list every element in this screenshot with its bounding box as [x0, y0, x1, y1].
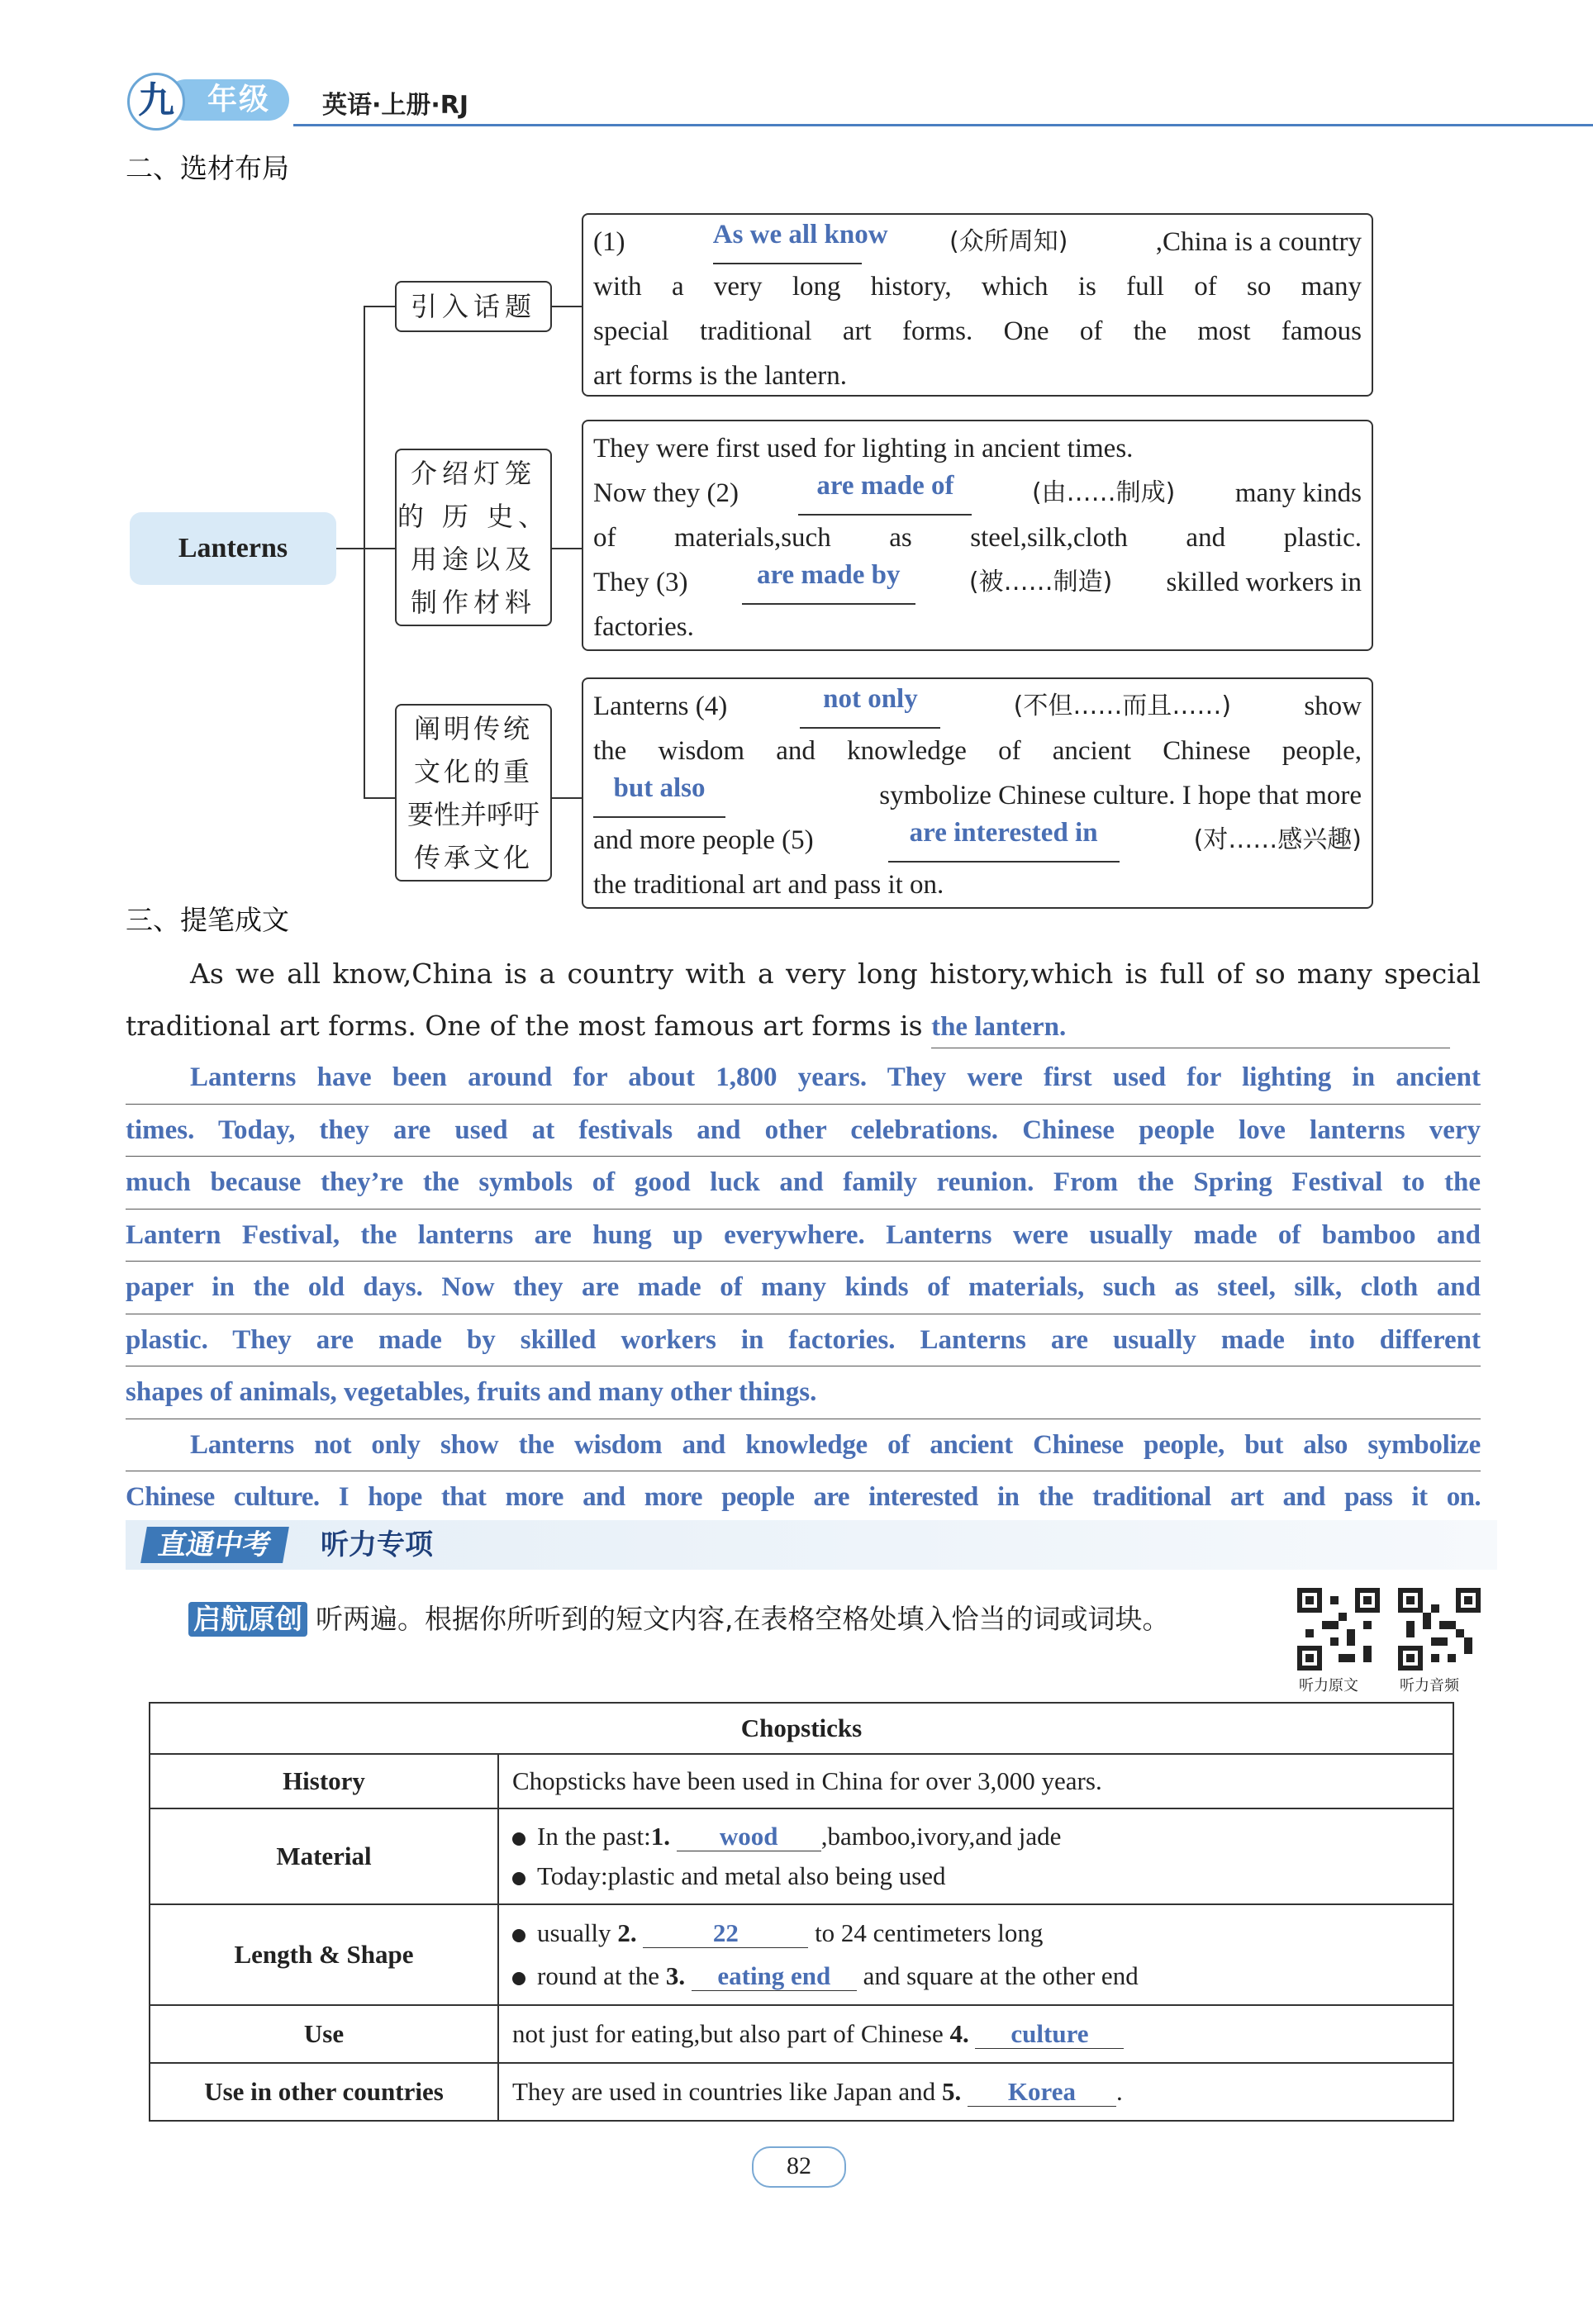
table-answer-4: culture — [975, 2020, 1124, 2049]
essay-text: traditional art forms. One of the most famous art forms is — [126, 1009, 923, 1042]
blank-number: 2. — [617, 1918, 637, 1947]
box-text: skilled workers in — [1166, 568, 1362, 597]
row-content: Chopsticks have been used in China for over 3,000 years. — [498, 1754, 1453, 1808]
row-content — [498, 1808, 1453, 1904]
table-answer-3: eating end — [692, 1962, 857, 1991]
essay-line: much because they’re the symbols of good luck and family reunion. From the Spring Festival to the — [126, 1157, 1481, 1210]
cell-text: ,bamboo,ivory,and jade — [820, 1822, 1062, 1851]
grade-badge — [116, 73, 306, 126]
content-box-intro — [582, 213, 1373, 397]
table-row — [150, 1703, 1453, 1754]
hint-5: (对……感兴趣) — [1193, 825, 1362, 854]
table-row — [150, 2063, 1453, 2121]
connector-box-1 — [552, 306, 582, 307]
row-content — [498, 2005, 1453, 2063]
answer-4b: but also — [593, 773, 725, 818]
content-box-history — [582, 420, 1373, 651]
box-text: ,China is a country — [1155, 227, 1362, 257]
essay-line: shapes of animals, vegetables, fruits and many other things. — [126, 1366, 1481, 1419]
connector-box-3 — [552, 797, 582, 799]
qr-code-audio-icon[interactable] — [1398, 1588, 1481, 1671]
branch-label-line: 制作材料 — [410, 587, 536, 618]
box-text: many kinds — [1234, 478, 1362, 508]
box-text: symbolize Chinese culture. I hope that more — [879, 781, 1362, 810]
box-text: art forms is the lantern. — [593, 361, 847, 391]
branch-label-topic — [395, 281, 552, 332]
branch-label-line: 要性并呼吁 — [407, 799, 540, 830]
qr-label-transcript: 听力原文 — [1299, 1677, 1358, 1694]
table-row — [150, 1904, 1453, 2005]
chopsticks-table — [149, 1702, 1454, 2122]
cell-text: Today:plastic and metal also being used — [537, 1861, 946, 1890]
box-text: and more people (5) — [593, 825, 814, 855]
essay-line: Lantern Festival, the lanterns are hung up everywhere. Lanterns were usually made of bamboo and — [126, 1210, 1481, 1262]
branch-label-line: 用途以及 — [410, 544, 536, 575]
answer-3: are made by — [742, 560, 915, 605]
box-text: They were first used for lighting in ancient times. — [593, 434, 1134, 463]
connector-center — [336, 548, 364, 549]
branch-label-line: 传承文化 — [413, 842, 533, 873]
section3-title: 三、提笔成文 — [126, 904, 289, 936]
table-title: Chopsticks — [150, 1703, 1453, 1754]
blank-number: 5. — [941, 2076, 962, 2106]
box-text: with a very long history, which is full of so many — [593, 272, 1362, 302]
answer-4: not only — [800, 684, 940, 729]
row-header: History — [150, 1754, 498, 1808]
subject-title: 英语·上册·RJ — [322, 91, 469, 120]
bullet-icon — [512, 1972, 525, 1985]
cell-text: not just for eating,but also part of Chinese — [512, 2018, 944, 2048]
branch-label-line: 阐明传统 — [413, 713, 533, 744]
instruction-tag: 启航原创 — [188, 1602, 307, 1637]
hint-1: (众所周知) — [949, 227, 1068, 256]
box-text: of materials,such as steel,silk,cloth and plastic. — [593, 523, 1362, 553]
qr-code-transcript-icon[interactable] — [1297, 1588, 1380, 1671]
cell-text: . — [1115, 2076, 1123, 2106]
cell-text: round at the — [537, 1961, 660, 1990]
answer-1: As we all know — [713, 220, 862, 264]
cell-text: They are used in countries like Japan and — [512, 2076, 936, 2106]
box-text: the wisdom and knowledge of ancient Chinese people, — [593, 736, 1362, 766]
box-text: Lanterns (4) — [593, 691, 728, 721]
box-text: factories. — [593, 612, 694, 642]
table-answer-5: Korea — [968, 2078, 1116, 2107]
branch-label-history — [395, 449, 552, 626]
bullet-icon — [512, 1872, 525, 1885]
box-text: the traditional art and pass it on. — [593, 870, 944, 900]
section2-title: 二、选材布局 — [126, 152, 289, 184]
banner-tag-listening: 听力专项 — [321, 1528, 433, 1561]
cell-text: In the past: — [537, 1822, 651, 1851]
table-row — [150, 1808, 1453, 1904]
branch-label-line: 介绍灯笼 — [410, 458, 536, 489]
blank-number: 1. — [650, 1822, 670, 1851]
box-text: special traditional art forms. One of the most famous — [593, 316, 1362, 346]
essay-line: times. Today, they are used at festivals and other celebrations. Chinese people love lanterns very — [126, 1105, 1481, 1157]
essay-line: Lanterns have been around for about 1,800 years. They were first used for lighting in ancient — [126, 1052, 1481, 1105]
listening-instruction — [188, 1594, 1296, 1644]
essay-line — [126, 1000, 1481, 1053]
connector-trunk — [364, 306, 365, 797]
page-header — [116, 73, 1479, 131]
hint-2: (由……制成) — [1031, 478, 1176, 507]
answer-5: are interested in — [888, 818, 1120, 863]
row-header: Material — [150, 1808, 498, 1904]
row-content — [498, 1904, 1453, 2005]
grade-rest: 年级 — [207, 83, 270, 116]
blank-number: (1) — [593, 227, 625, 257]
essay-line: As we all know,China is a country with a very long history,which is full of so many special — [190, 958, 1481, 990]
blank-number: 4. — [949, 2018, 969, 2048]
branch-label-line: 文化的重 — [413, 756, 533, 787]
row-header: Use — [150, 2005, 498, 2063]
table-answer-1: wood — [677, 1823, 821, 1851]
branch-label-culture — [395, 704, 552, 882]
page-number: 82 — [752, 2146, 846, 2188]
table-answer-2: 22 — [643, 1919, 808, 1948]
header-divider — [293, 124, 1593, 126]
hint-3: (被……制造) — [968, 568, 1113, 596]
essay-line: plastic. They are made by skilled workers in factories. Lanterns are usually made into different — [126, 1314, 1481, 1367]
box-text: They (3) — [593, 568, 688, 597]
cell-text: to 24 centimeters long — [815, 1918, 1044, 1947]
essay-line: Chinese culture. I hope that more and more people are interested in the traditional art and pass it on. — [126, 1471, 1481, 1524]
bullet-icon — [512, 1929, 525, 1942]
branch-label-line: 的 历 史、 — [397, 501, 550, 532]
row-content — [498, 2063, 1453, 2121]
table-row — [150, 2005, 1453, 2063]
instruction-text: 听两遍。根据你所听到的短文内容,在表格空格处填入恰当的词或词块。 — [316, 1603, 1170, 1635]
grade-circle: 九 — [127, 73, 185, 131]
qr-label-audio: 听力音频 — [1400, 1677, 1459, 1694]
box-text: Now they (2) — [593, 478, 739, 508]
essay-line: Lanterns not only show the wisdom and knowledge of ancient Chinese people, but also symbolize — [126, 1419, 1481, 1472]
connector-box-2 — [552, 548, 582, 549]
essay — [126, 948, 1481, 1524]
essay-answer: the lantern. — [931, 1006, 1450, 1048]
essay-line: paper in the old days. Now they are made of many kinds of materials, such as steel, silk, cloth and — [126, 1262, 1481, 1314]
section-banner — [126, 1520, 1497, 1570]
box-text: show — [1304, 691, 1362, 721]
cell-text: and square at the other end — [863, 1961, 1139, 1990]
connector-branch-3 — [364, 797, 395, 799]
connector-branch-1 — [364, 306, 395, 307]
cell-text: usually — [537, 1918, 611, 1947]
connector-branch-2 — [364, 548, 395, 549]
branch-label-text: 引入话题 — [410, 291, 536, 322]
content-box-culture — [582, 677, 1373, 909]
center-node: Lanterns — [130, 512, 336, 585]
row-header: Length & Shape — [150, 1904, 498, 2005]
table-row — [150, 1754, 1453, 1808]
answer-2: are made of — [798, 471, 972, 516]
blank-number: 3. — [665, 1961, 686, 1990]
bullet-icon — [512, 1832, 525, 1846]
banner-tag-exam: 直通中考 — [140, 1527, 289, 1563]
hint-4: (不但……而且……) — [1013, 691, 1232, 720]
row-header: Use in other countries — [150, 2063, 498, 2121]
